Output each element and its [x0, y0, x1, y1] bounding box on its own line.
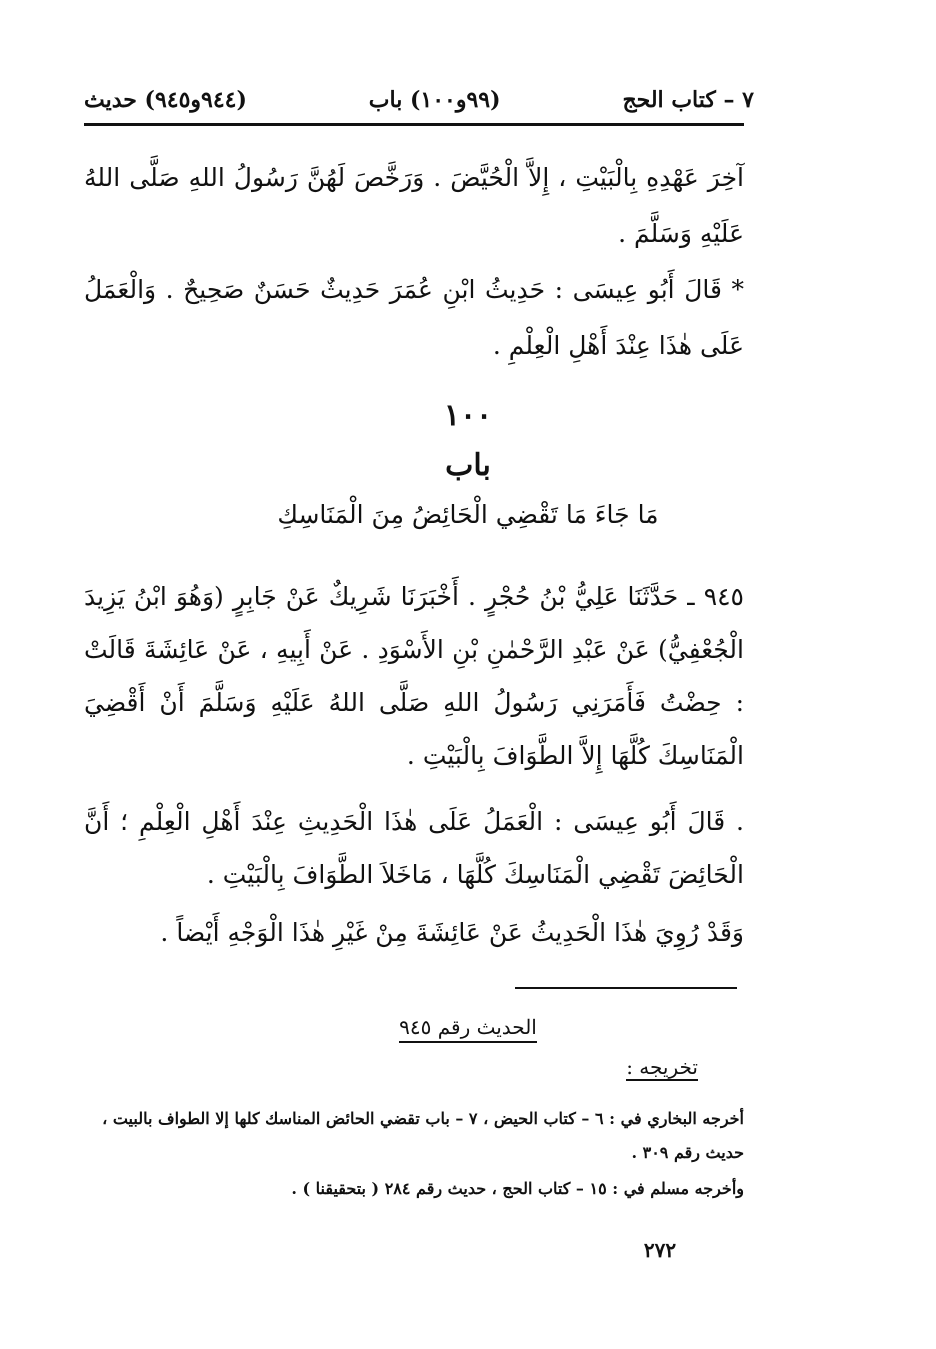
- chapter-number: ١٠٠: [443, 398, 493, 433]
- header-bab-range: (٩٩و١٠٠) باب: [368, 87, 501, 113]
- footnote-takhrij-heading: [626, 1055, 698, 1079]
- paragraph-continuation: آخِرَ عَهْدِهِ بِالْبَيْتِ ، إِلاَّ الْحُيَّضَ . وَرَخَّصَ لَهُنَّ رَسُولُ اللهِ صَلَّى اللهُ عَلَيْهِ وَسَلَّمَ .: [84, 163, 744, 248]
- running-header: [84, 80, 754, 120]
- chapter-label: باب: [445, 448, 491, 483]
- paragraph-abu-isa-comment-1: * قَالَ أَبُو عِيسَى : حَدِيثُ ابْنِ عُمَرَ حَدِيثٌ حَسَنٌ صَحِيحٌ . وَالْعَمَلُ عَلَى هٰذَا عِنْدَ أَهْلِ الْعِلْمِ .: [84, 275, 744, 360]
- paragraph-abu-isa-comment-2: . قَالَ أَبُو عِيسَى : الْعَمَلُ عَلَى هٰذَا الْحَدِيثِ عِنْدَ أَهْلِ الْعِلْمِ ؛ أَنَّ الْحَائِضَ تَقْضِي الْمَنَاسِكَ كُلَّهَا ، مَاخَلاَ الطَّوَافَ بِالْبَيْتِ .: [84, 807, 744, 889]
- footnote-muslim: وأخرجه مسلم في : ١٥ – كتاب الحج ، حديث رقم ٢٨٤ ( بتحقيقنا ) .: [291, 1179, 744, 1198]
- footnote-separator: [515, 987, 737, 989]
- paragraph-other-narration: وَقَدْ رُوِيَ هٰذَا الْحَدِيثُ عَنْ عَائِشَةَ مِنْ غَيْرِ هٰذَا الْوَجْهِ أَيْضاً .: [160, 918, 744, 947]
- header-hadith-range: (٩٤٤و٩٤٥) حديث: [84, 87, 247, 113]
- header-chapter-title: ٧ – كتاب الحج: [622, 87, 754, 113]
- footnote-takhrij-text: تخريجه :: [626, 1055, 698, 1079]
- footnote-hadith-reference: [0, 1015, 936, 1039]
- header-rule: [84, 123, 744, 126]
- hadith-945-text: ٩٤٥ ـ حَدَّثَنَا عَلِيُّ بْنُ حُجْرٍ . أَخْبَرَنَا شَرِيكٌ عَنْ جَابِرٍ (وَهُوَ ابْنُ يَزِيدَ الْجُعْفِيُّ) عَنْ عَبْدِ الرَّحْمٰنِ بْنِ الأَسْوَدِ . عَنْ أَبِيهِ ، عَنْ عَائِشَةَ قَالَتْ : حِضْتُ فَأَمَرَنِي رَسُولُ اللهِ صَلَّى اللهُ عَلَيْهِ وَسَلَّمَ أَنْ أَقْضِيَ الْمَنَاسِكَ كُلَّهَا إِلاَّ الطَّوَافَ بِالْبَيْتِ .: [84, 582, 744, 770]
- chapter-title: مَا جَاءَ مَا تَقْضِي الْحَائِضُ مِنَ الْمَنَاسِكِ: [277, 500, 659, 529]
- footnote-bukhari: أخرجه البخاري في : ٦ – كتاب الحيض ، ٧ – باب تقضي الحائض المناسك كلها إلا الطواف بالبيت ، حديث رقم ٣٠٩ .: [102, 1109, 744, 1162]
- footnote-hadith-reference-text: الحديث رقم ٩٤٥: [399, 1015, 537, 1043]
- page-number: ٢٧٢: [643, 1238, 677, 1262]
